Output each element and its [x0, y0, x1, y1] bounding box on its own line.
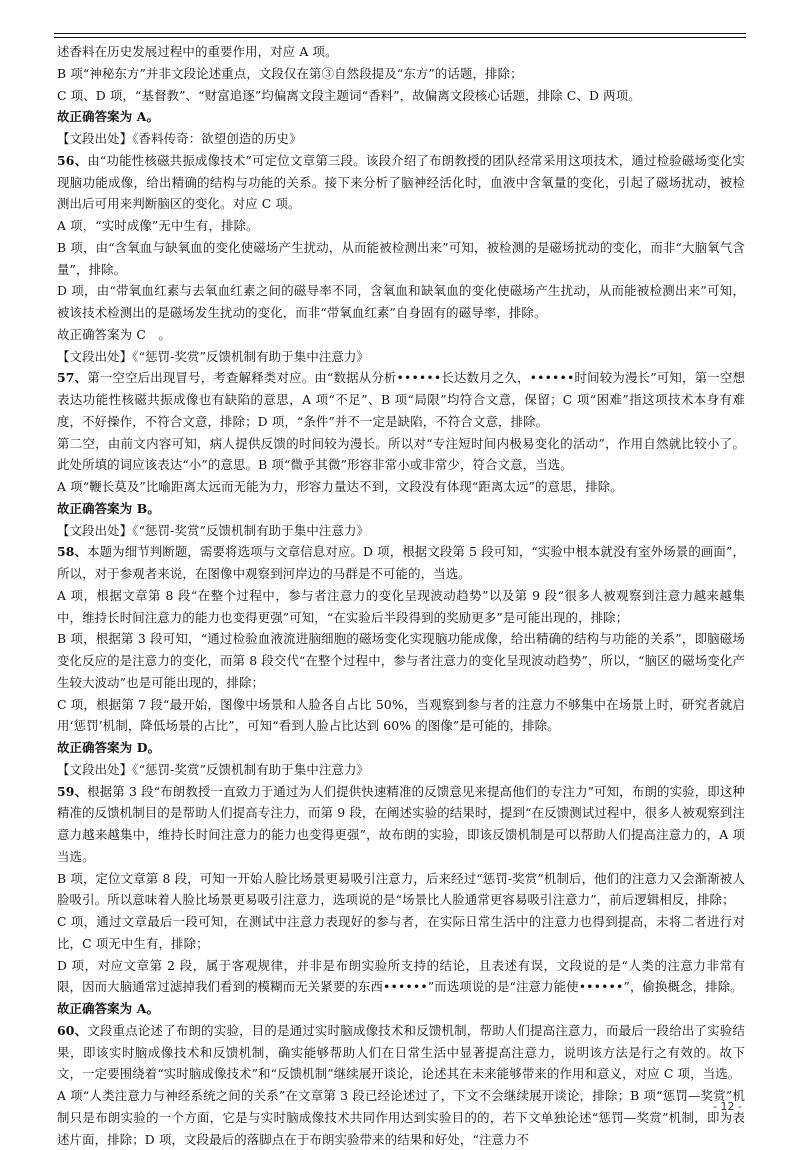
paragraph-text: 故正确答案为 C 。	[57, 326, 172, 342]
text-paragraph	[57, 63, 745, 85]
paragraph-text: D 项，由“带氧血红素与去氧血红素之间的磁导率不同，含氧血和缺氧血的变化使磁场产生扰动，从而能被检测出来”可知，被该技术检测出的是磁场发生扰动的变化，而非“带氧血红素”自身固有的磁导率，排除。	[57, 283, 745, 320]
paragraph-text: B 项，根据第 3 段可知，“通过检验血液流进脑细胞的磁场变化实现脑功能成像，给出精确的结构与功能的关系”，即脑磁场变化反应的是注意力的变化，而第 8 段交代“在整个过程中，参与者注意力的变化呈现波动趋势”，所以，“脑区的磁场变化产生较大波动”也是可能出现的，排除；	[57, 631, 745, 690]
paragraph-text: 【文段出处】《“惩罚-奖赏”反馈机制有助于集中注意力》	[57, 522, 370, 538]
question-number: 59、	[57, 783, 88, 799]
paragraph-text: 【文段出处】《香料传奇：欲望创造的历史》	[57, 131, 302, 146]
paragraph-text: 第二空，由前文内容可知，病人提供反馈的时间较为漫长。所以对“专注短时间内极易变化的活动”，作用自然就比较小了。此处所填的词应该表达“小”的意思。B 项“微乎其微”形容非常小或非常少，符合文意，当选。	[57, 435, 745, 473]
paragraph-text: A 项“人类注意力与神经系统之间的关系”在文章第 3 段已经论述过了，下文不会继续展开谈论，排除；B 项“惩罚—奖赏”机制只是布朗实验的一个方面，它是与实时脑成像技术共同作用达到实验目的的，若下文单独论述“惩罚—奖赏”机制，即为表述片面，排除；D 项，文段最后的落脚点在于布朗实验带来的结果和好处，“注意力不	[57, 1088, 745, 1147]
question-number: 60、	[57, 1022, 88, 1038]
paragraph-text: 故正确答案为 D。	[57, 740, 161, 755]
question-paragraph	[57, 781, 745, 868]
text-paragraph	[57, 911, 745, 955]
paragraph-text: 故正确答案为 A。	[57, 1001, 160, 1016]
text-paragraph	[57, 1085, 745, 1150]
paragraph-text: A 项，“实时成像”无中生有，排除。	[57, 218, 259, 233]
text-paragraph	[57, 628, 745, 693]
answer-line	[57, 498, 745, 520]
text-paragraph	[57, 476, 745, 498]
paragraph-text: C 项、D 项，“基督教”、“财富追逐”均偏离文段主题词“香料”，故偏离文段核心话题，排除 C、D 两项。	[57, 87, 641, 103]
paragraph-text: 【文段出处】《“惩罚-奖赏”反馈机制有助于集中注意力》	[57, 761, 370, 777]
text-paragraph	[57, 128, 745, 150]
text-paragraph	[57, 433, 745, 477]
header-rule	[54, 33, 746, 34]
paragraph-text: 由“功能性核磁共振成像技术”可定位文章第三段。该段介绍了布朗教授的团队经常采用这项技术，通过检验磁场变化实现脑功能成像，给出精确的结构与功能的关系。接下来分析了脑神经活化时，血液中含氧量的变化，引起了磁场扰动，被检测出后可用来判断脑区的变化。对应 C 项。	[57, 152, 745, 212]
paragraph-text: C 项，根据第 7 段“最开始，图像中场景和人脸各自占比 50%，当观察到参与者的注意力不够集中在场景上时，研究者就启用‘惩罚’机制，降低场景的占比”，可知“看到人脸占比达到 60% 的图像”是可能的，排除。	[57, 696, 745, 734]
answer-line	[57, 106, 745, 128]
paragraph-text: A 项“鞭长莫及”比喻距离太远而无能为力，形容力量达不到，文段没有体现“距离太远”的意思，排除。	[57, 479, 623, 494]
text-paragraph	[57, 955, 745, 999]
answer-line	[57, 737, 745, 759]
paragraph-text: 故正确答案为 A。	[57, 109, 160, 125]
paragraph-text: B 项，定位文章第 8 段，可知一开始人脸比场景更易吸引注意力，后来经过“惩罚-奖赏”机制后，他们的注意力又会渐渐被人脸吸引。所以意味着人脸比场景更易吸引注意力，选项说的是“场景比人脸通常更容易吸引注意力”，前后逻辑相反，排除；	[57, 870, 745, 908]
question-number: 56、	[57, 152, 88, 168]
answer-line	[57, 998, 745, 1020]
question-number: 57、	[57, 370, 88, 386]
paragraph-text: D 项，对应文章第 2 段，属于客观规律，并非是布朗实验所支持的结论，且表述有误，文段说的是“人类的注意力非常有限，因而大脑通常过滤掉我们看到的模糊而无关紧要的东西••••••”而选项说的是“注意力能使••••••”，偷换概念，排除。	[57, 957, 745, 995]
paragraph-text: B 项“神秘东方”并非文段论述重点，文段仅在第③自然段提及“东方”的话题，排除；	[57, 65, 523, 81]
text-paragraph	[57, 215, 745, 237]
text-paragraph	[57, 237, 745, 281]
header-rule-thin	[54, 37, 746, 38]
text-paragraph	[57, 41, 745, 63]
paragraph-text: 故正确答案为 B。	[57, 500, 160, 516]
paragraph-text: 文段重点论述了布朗的实验，目的是通过实时脑成像技术和反馈机制，帮助人们提高注意力，而最后一段给出了实验结果，即该实时脑成像技术和反馈机制，确实能够帮助人们在日常生活中显著提高注意力，说明该方法是行之有效的。故下文，一定要围绕着“实时脑成像技术”和“反馈机制”继续展开谈论，论述其在未来能够带来的作用和意义，对应 C 项，当选。	[57, 1022, 745, 1082]
text-paragraph	[57, 868, 745, 912]
paragraph-text: 【文段出处】《“惩罚-奖赏”反馈机制有助于集中注意力》	[57, 348, 370, 364]
text-paragraph	[57, 520, 745, 542]
document-body	[57, 41, 745, 1150]
text-paragraph	[57, 759, 745, 781]
page-number: - 12 -	[713, 1100, 742, 1113]
paragraph-text: 第一空空后出现冒号，考查解释类对应。由“数据从分析••••••长达数月之久，••••••时间较为漫长”可知，第一空想表达功能性核磁共振成像也有缺陷的意思，A 项“不足”、B 项“局限”均符合文意，保留；C 项“困难”指这项技术本身有难度，不好操作，不符合文意，排除；D 项，“条件”并不一定是缺陷，不符合文意，排除。	[57, 370, 745, 429]
text-paragraph	[57, 324, 745, 346]
text-paragraph	[57, 280, 745, 324]
paragraph-text: 述香料在历史发展过程中的重要作用，对应 A 项。	[57, 44, 338, 59]
question-number: 58、	[57, 544, 88, 560]
question-paragraph	[57, 367, 745, 432]
question-paragraph	[57, 541, 745, 585]
paragraph-text: 本题为细节判断题，需要将选项与文章信息对应。D 项，根据文段第 5 段可知，“实验中根本就没有室外场景的画面”，所以，对于参观者来说，在图像中观察到河岸边的马群是不可能的，当选。	[57, 544, 745, 581]
question-paragraph	[57, 150, 745, 215]
text-paragraph	[57, 85, 745, 107]
paragraph-text: 根据第 3 段“布朗教授一直致力于通过为人们提供快速精准的反馈意见来提高他们的专注力”可知，布朗的实验，即这种精准的反馈机制目的是帮助人们提高专注力，而第 9 段，在阐述实验的结果时，提到“在反馈测试过程中，很多人被观察到注意力越来越集中，维持长时间注意力的能力也变得更强”，故布朗的实验，即该反馈机制是可以帮助人们提高注意力的，A 项当选。	[57, 783, 745, 864]
paragraph-text: B 项，由“含氧血与缺氧血的变化使磁场产生扰动，从而能被检测出来”可知，被检测的是磁场扰动的变化，而非“大脑氧气含量”，排除。	[57, 239, 745, 277]
text-paragraph	[57, 585, 745, 629]
text-paragraph	[57, 346, 745, 368]
paragraph-text: A 项，根据文章第 8 段“在整个过程中，参与者注意力的变化呈现波动趋势”以及第 9 段“很多人被观察到注意力越来越集中，维持长时间注意力的能力也变得更强”可知，“在实验后半段得到的奖励更多”是可能出现的，排除；	[57, 587, 745, 625]
text-paragraph	[57, 694, 745, 738]
paragraph-text: C 项，通过文章最后一段可知，在测试中注意力表现好的参与者，在实际日常生活中的注意力也得到提高，未将二者进行对比，C 项无中生有，排除；	[57, 914, 745, 951]
question-paragraph	[57, 1020, 745, 1085]
